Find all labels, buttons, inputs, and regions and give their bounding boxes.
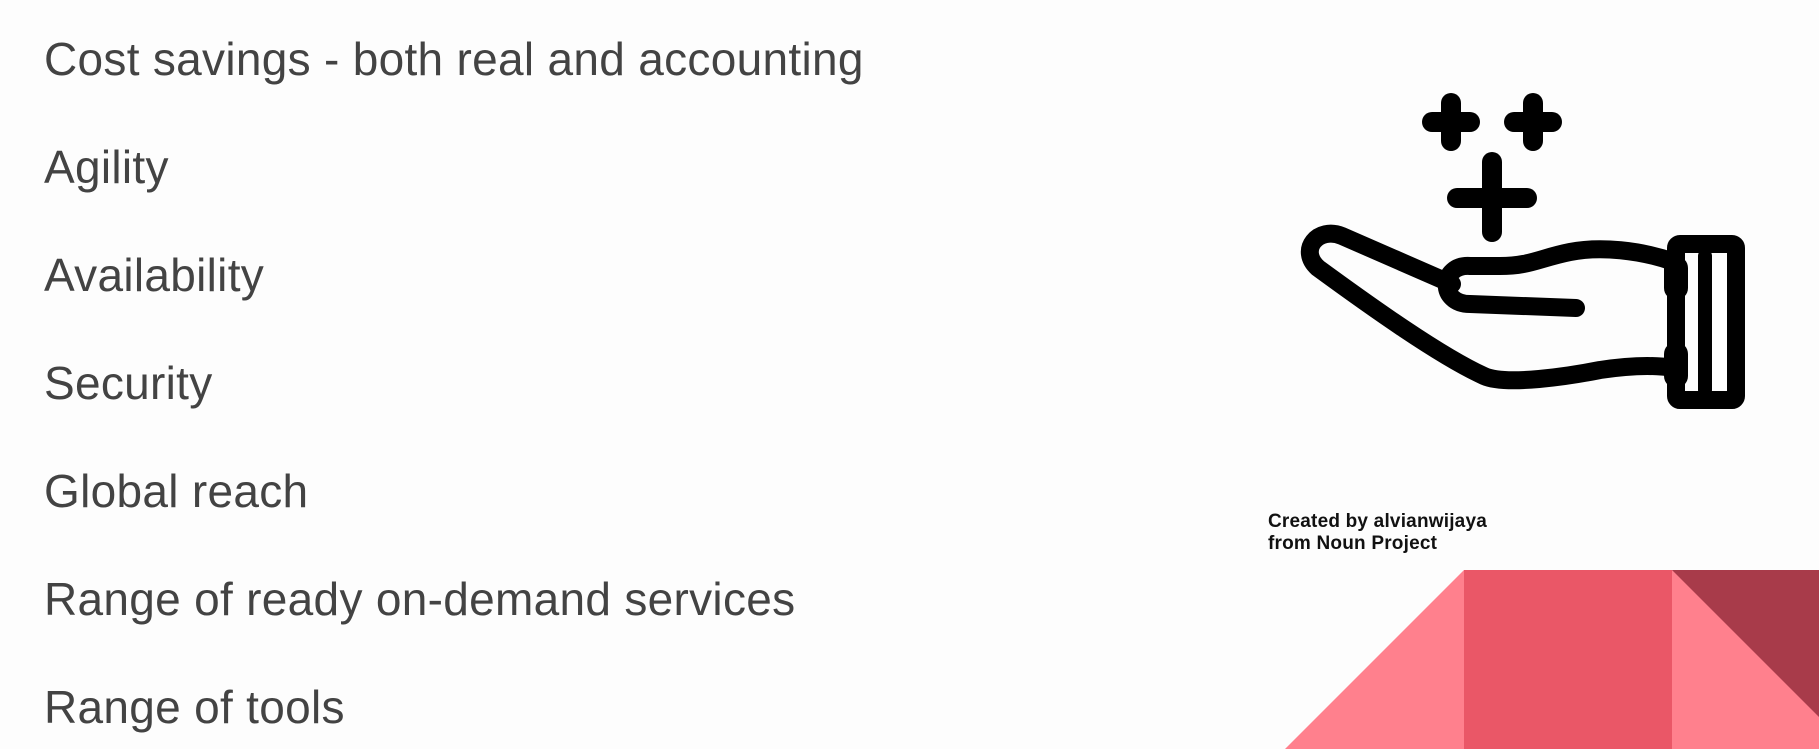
pink-block-mid [1464, 570, 1672, 749]
bullet-item-services: Range of ready on-demand services [44, 573, 796, 625]
bullet-item-global-reach: Global reach [44, 465, 309, 517]
bullet-item-security: Security [44, 357, 213, 409]
credit-author: Created by alvianwijaya [1268, 511, 1487, 532]
bullet-item-availability: Availability [44, 249, 265, 301]
bullet-item-agility: Agility [44, 141, 169, 193]
plus-icon [1457, 162, 1527, 232]
plus-icon [1432, 103, 1470, 141]
open-hand-shape [1310, 234, 1736, 400]
credit-source: from Noun Project [1268, 533, 1438, 554]
bullet-item-cost-savings: Cost savings - both real and accounting [44, 33, 864, 85]
hand-with-plus-signs-icon [1290, 86, 1752, 416]
icon-credit [1268, 511, 1487, 555]
decorative-corner-shapes [1280, 570, 1819, 749]
plus-icon [1514, 103, 1552, 141]
bullet-item-tools: Range of tools [44, 681, 345, 733]
pink-triangle-light [1285, 570, 1464, 749]
